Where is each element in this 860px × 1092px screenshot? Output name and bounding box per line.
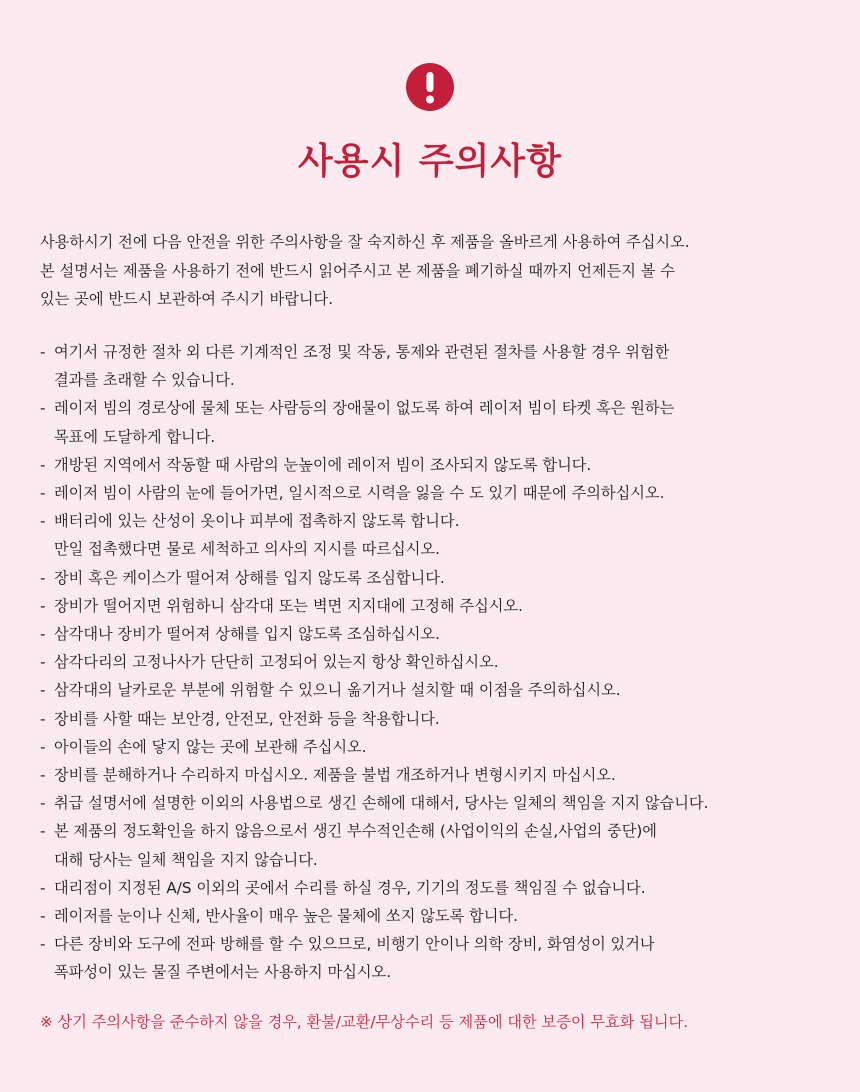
precaution-text: 장비를 사할 때는 보안경, 안전모, 안전화 등을 착용합니다. [54, 709, 440, 728]
precaution-list [40, 338, 840, 987]
precaution-item [40, 592, 840, 620]
precaution-text: 여기서 규정한 절차 외 다른 기계적인 조정 및 작동, 통제와 관련된 절차를 사용할 경우 위험한 [54, 343, 670, 361]
precaution-item [40, 733, 840, 761]
precaution-text: 개방된 지역에서 작동할 때 사람의 눈높이에 레이저 빔이 조사되지 않도록 합니다. [54, 455, 592, 474]
precaution-item [40, 564, 840, 592]
precaution-item [40, 394, 840, 450]
precaution-text: 만일 접촉했다면 물로 세척하고 의사의 지시를 따르십시오. [54, 540, 440, 559]
list-dash: - [40, 681, 46, 700]
precaution-item [40, 338, 840, 394]
precaution-text: 장비를 분해하거나 수리하지 마십시오. 제품을 불법 개조하거나 변형시키지 마십시오. [54, 766, 616, 785]
precaution-text: 목표에 도달하게 합니다. [54, 427, 216, 446]
precaution-text: 삼각다리의 고정나사가 단단히 고정되어 있는지 항상 확인하십시오. [54, 653, 499, 672]
precaution-item [40, 789, 840, 817]
list-dash: - [40, 568, 46, 587]
intro-line: 본 설명서는 제품을 사용하기 전에 반드시 읽어주시고 본 제품을 폐기하실 때까지 언제든지 볼 수 [40, 261, 675, 280]
list-dash: - [40, 709, 46, 728]
list-dash: - [40, 625, 46, 644]
precaution-text: 삼각대나 장비가 떨어져 상해를 입지 않도록 조심하십시오. [54, 625, 440, 644]
precaution-text: 배터리에 있는 산성이 옷이나 피부에 접촉하지 않도록 합니다. [54, 512, 460, 531]
list-dash: - [40, 878, 46, 897]
precaution-item [40, 705, 840, 733]
precaution-text: 대리점이 지정된 A/S 이외의 곳에서 수리를 하실 경우, 기기의 정도를 책임질 수 없습니다. [54, 878, 646, 897]
precaution-text: 취급 설명서에 설명한 이외의 사용법으로 생긴 손해에 대해서, 당사는 일체의 책임을 지지 않습니다. [54, 794, 709, 813]
list-dash: - [40, 596, 46, 615]
list-dash: - [40, 455, 46, 474]
intro-line: 있는 곳에 반드시 보관하여 주시기 바랍니다. [40, 290, 334, 308]
precaution-text: 폭파성이 있는 물질 주변에서는 사용하지 마십시오. [54, 963, 392, 982]
exclamation-circle-icon [405, 62, 455, 112]
precaution-text: 레이저를 눈이나 신체, 반사율이 매우 높은 물체에 쏘지 않도록 합니다. [54, 907, 518, 926]
precaution-item [40, 930, 840, 986]
list-dash: - [40, 766, 46, 785]
precaution-item [40, 817, 840, 873]
precaution-text: 대해 당사는 일체 책임을 지지 않습니다. [54, 850, 318, 869]
precaution-item [40, 902, 840, 930]
precaution-text: 결과를 초래할 수 있습니다. [54, 371, 235, 390]
precaution-text: 본 제품의 정도확인을 하지 않음으로서 생긴 부수적인손해 (사업이익의 손실,사업의 중단)에 [54, 822, 657, 841]
list-dash: - [40, 794, 46, 813]
precaution-item [40, 479, 840, 507]
list-dash: - [40, 343, 46, 361]
list-dash: - [40, 512, 46, 531]
precaution-item [40, 761, 840, 789]
precaution-text: 레이저 빔이 사람의 눈에 들어가면, 일시적으로 시력을 잃을 수 도 있기 때문에 주의하십시오. [54, 484, 665, 503]
precaution-text: 아이들의 손에 닿지 않는 곳에 보관해 주십시오. [54, 737, 367, 756]
intro-line: 사용하시기 전에 다음 안전을 위한 주의사항을 잘 숙지하신 후 제품을 올바르게 사용하여 주십시오. [40, 233, 690, 251]
precaution-item [40, 507, 840, 563]
precaution-text: 레이저 빔의 경로상에 물체 또는 사람등의 장애물이 없도록 하여 레이저 빔이 타켓 혹은 원하는 [54, 399, 675, 418]
intro-paragraph [40, 228, 830, 314]
precaution-text: 삼각대의 날카로운 부분에 위험할 수 있으니 옮기거나 설치할 때 이점을 주의하십시오. [54, 681, 621, 700]
warranty-notice: ※ 상기 주의사항을 준수하지 않을 경우, 환불/교환/무상수리 등 제품에 대한 보증이 무효화 됩니다. [40, 1013, 689, 1031]
list-dash: - [40, 737, 46, 756]
precaution-text: 다른 장비와 도구에 전파 방해를 할 수 있으므로, 비행기 안이나 의학 장비, 화염성이 있거나 [54, 935, 655, 954]
list-dash: - [40, 822, 46, 841]
list-dash: - [40, 399, 46, 418]
list-dash: - [40, 653, 46, 672]
page-title: 사용시 주의사항 [298, 141, 562, 182]
precaution-item [40, 648, 840, 676]
precaution-text: 장비가 떨어지면 위험하니 삼각대 또는 벽면 지지대에 고정해 주십시오. [54, 596, 523, 615]
list-dash: - [40, 907, 46, 926]
precaution-item [40, 874, 840, 902]
list-dash: - [40, 935, 46, 954]
precaution-item [40, 451, 840, 479]
precaution-item [40, 676, 840, 704]
precaution-text: 장비 혹은 케이스가 떨어져 상해를 입지 않도록 조심합니다. [54, 568, 445, 587]
list-dash: - [40, 484, 46, 503]
precaution-item [40, 620, 840, 648]
